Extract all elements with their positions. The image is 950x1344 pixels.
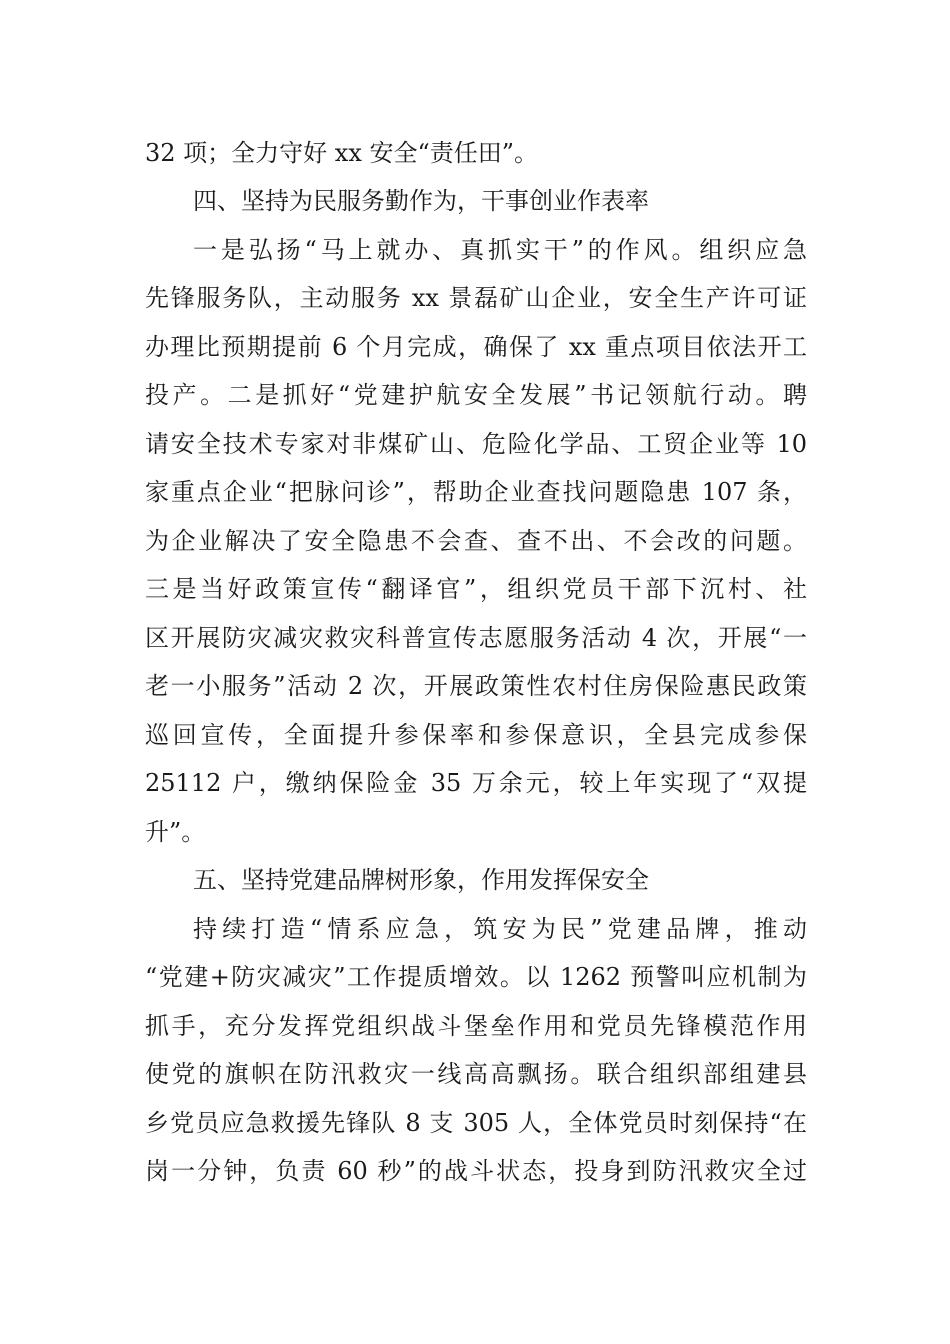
text-line-5: 办理比预期提前 6 个月完成，确保了 xx 重点项目依法开工 — [145, 333, 807, 361]
text-line-20: 使党的旗帜在防汛救灾一线高高飘扬。联合组织部组建县 — [145, 1060, 807, 1088]
text-line-9: 为企业解决了安全隐患不会查、查不出、不会改的问题。 — [145, 527, 807, 555]
text-line-12: 老一小服务”活动 2 次，开展政策性农村住房保险惠民政策 — [145, 672, 807, 700]
text-line-13: 巡回宣传，全面提升参保率和参保意识，全县完成参保 — [145, 721, 807, 749]
text-line-21: 乡党员应急救援先锋队 8 支 305 人，全体党员时刻保持“在 — [145, 1109, 807, 1137]
text-line-7: 请安全技术专家对非煤矿山、危险化学品、工贸企业等 10 — [145, 430, 807, 458]
text-line-18: “党建+防灾减灾”工作提质增效。以 1262 预警叫应机制为 — [145, 963, 807, 991]
text-line-17: 持续打造“情系应急，筑安为民”党建品牌，推动 — [193, 915, 807, 943]
text-line-6: 投产。二是抓好“党建护航安全发展”书记领航行动。聘 — [145, 381, 807, 409]
text-line-10: 三是当好政策宣传“翻译官”，组织党员干部下沉村、社 — [145, 575, 807, 603]
text-line-4: 先锋服务队，主动服务 xx 景磊矿山企业，安全生产许可证 — [145, 284, 807, 312]
text-line-1: 32 项；全力守好 xx 安全“责任田”。 — [145, 139, 539, 167]
text-line-8: 家重点企业“把脉问诊”，帮助企业查找问题隐患 107 条， — [145, 478, 807, 506]
text-line-11: 区开展防灾减灾救灾科普宣传志愿服务活动 4 次，开展“一 — [145, 624, 807, 652]
text-line-3: 一是弘扬“马上就办、真抓实干”的作风。组织应急 — [193, 236, 807, 264]
section-heading-4: 四、坚持为民服务勤作为，干事创业作表率 — [193, 187, 649, 215]
text-line-22: 岗一分钟，负责 60 秒”的战斗状态，投身到防汛救灾全过 — [145, 1157, 807, 1185]
text-line-19: 抓手，充分发挥党组织战斗堡垒作用和党员先锋模范作用 — [145, 1012, 807, 1040]
text-line-15: 升”。 — [145, 818, 206, 846]
text-line-14: 25112 户，缴纳保险金 35 万余元，较上年实现了“双提 — [145, 769, 807, 797]
section-heading-5: 五、坚持党建品牌树形象，作用发挥保安全 — [193, 866, 649, 894]
